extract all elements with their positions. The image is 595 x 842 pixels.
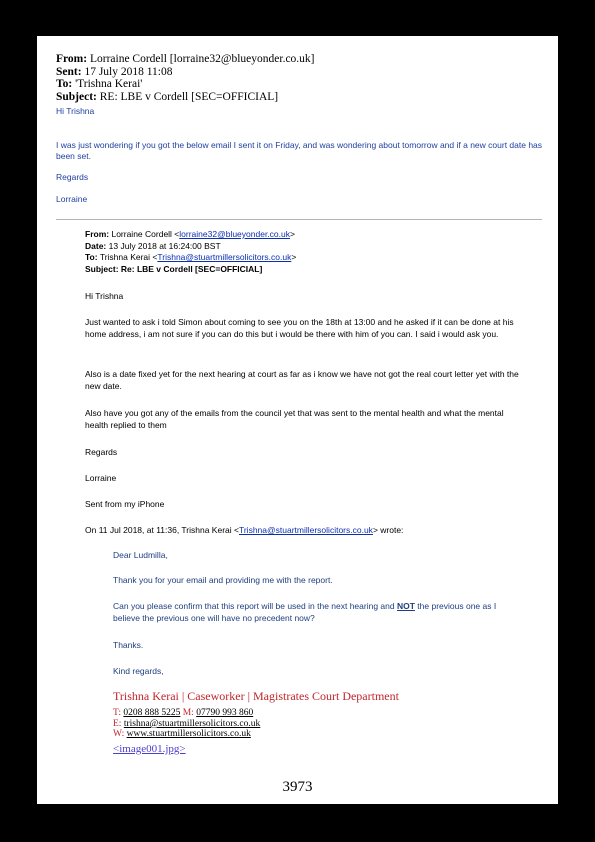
sent-from-line: Sent from my iPhone — [85, 499, 165, 509]
quoted-from-close: > — [289, 229, 295, 239]
outer-body: I was just wondering if you got the below email I sent it on Friday, and was wondering about tomorrow and if a new court date has been set. — [56, 140, 543, 161]
wrote-prefix: On 11 Jul 2018, at 11:36, Trishna Kerai < — [85, 525, 239, 535]
phone-value[interactable]: 0208 888 5225 — [123, 708, 181, 718]
quoted-subject: Subject: Re: LBE v Cordell [SEC=OFFICIAL] — [85, 263, 263, 274]
signature-email-line — [113, 719, 260, 729]
web-label: W: — [113, 729, 125, 739]
quoted-to-label: To: — [85, 252, 98, 262]
wrote-email-link[interactable]: Trishna@stuartmillersolicitors.co.uk — [238, 525, 373, 535]
outer-email-header — [56, 53, 315, 103]
quoted-from-email-link[interactable]: lorraine32@blueyonder.co.uk — [179, 229, 290, 239]
quoted-date-value: 13 July 2018 at 16:24:00 BST — [108, 240, 221, 251]
divider — [56, 219, 542, 220]
outer-signature: Lorraine — [56, 194, 88, 204]
quoted-para3: Also have you got any of the emails from the council yet that was sent to the mental health and what the mental health replied to them — [85, 408, 504, 430]
nested-confirm-post: the previous one as I believe the previous one will have no precedent now? — [113, 601, 497, 623]
web-link[interactable]: www.stuartmillersolicitors.co.uk — [126, 729, 251, 739]
subject-label: Subject: — [56, 90, 97, 103]
wrote-line — [85, 525, 525, 537]
quoted-date-label: Date: — [85, 240, 107, 251]
email-label: E: — [113, 719, 122, 729]
wrote-suffix: > wrote: — [372, 525, 404, 535]
page-number: 3973 — [282, 779, 313, 795]
outer-greeting: Hi Trishna — [56, 106, 95, 116]
quoted-to-email-link[interactable]: Trishna@stuartmillersolicitors.co.uk — [157, 252, 292, 262]
from-label: From: — [56, 53, 88, 65]
nested-confirm-not: NOT — [396, 601, 415, 611]
outer-regards: Regards — [56, 172, 89, 182]
quoted-from-label: From: — [85, 229, 110, 239]
mobile-label: M: — [182, 708, 194, 718]
from-value: Lorraine Cordell [lorraine32@blueyonder.co.uk] — [89, 53, 315, 65]
mobile-value[interactable]: 07790 993 860 — [196, 708, 254, 718]
nested-thanks-line: Thank you for your email and providing me with the report. — [113, 575, 333, 585]
quoted-to-close: > — [291, 252, 297, 262]
nested-confirm-pre: Can you please confirm that this report will be used in the next hearing and — [113, 601, 397, 611]
nested-greeting: Dear Ludmilla, — [113, 550, 168, 560]
quoted-para2: Also is a date fixed yet for the next hearing at court as far as i know we have not got the real court letter yet with the new date. — [85, 369, 519, 391]
signature-phone-line — [113, 708, 253, 718]
quoted-to-name: Trishna Kerai < — [99, 252, 158, 262]
quoted-greeting: Hi Trishna — [85, 291, 124, 301]
subject-value: RE: LBE v Cordell [SEC=OFFICIAL] — [99, 90, 279, 103]
quoted-regards: Regards — [85, 447, 118, 457]
to-label: To: — [56, 78, 73, 90]
quoted-from-name: Lorraine Cordell < — [111, 229, 180, 239]
sent-label: Sent: — [56, 65, 82, 78]
to-value: 'Trishna Kerai' — [75, 78, 143, 90]
sent-value: 17 July 2018 11:08 — [84, 65, 173, 78]
nested-kind-regards: Kind regards, — [113, 666, 164, 676]
phone-label: T: — [113, 708, 121, 718]
signature-title: Trishna Kerai | Caseworker | Magistrates Court Department — [113, 689, 399, 703]
image-attachment-link[interactable]: <image001.jpg> — [113, 743, 186, 755]
quoted-para1: Just wanted to ask i told Simon about coming to see you on the 18th at 13:00 and he asked if it can be done at his home address, i am not sure if you can do this but i would be there with him of you can. I said i would ask you. — [85, 317, 514, 339]
nested-thanks: Thanks. — [113, 640, 144, 650]
signature-web-line — [113, 729, 251, 739]
document-page — [37, 36, 558, 804]
nested-confirm — [113, 601, 513, 624]
email-link[interactable]: trishna@stuartmillersolicitors.co.uk — [123, 719, 261, 729]
quoted-signature: Lorraine — [85, 473, 117, 483]
quoted-header — [85, 229, 525, 275]
